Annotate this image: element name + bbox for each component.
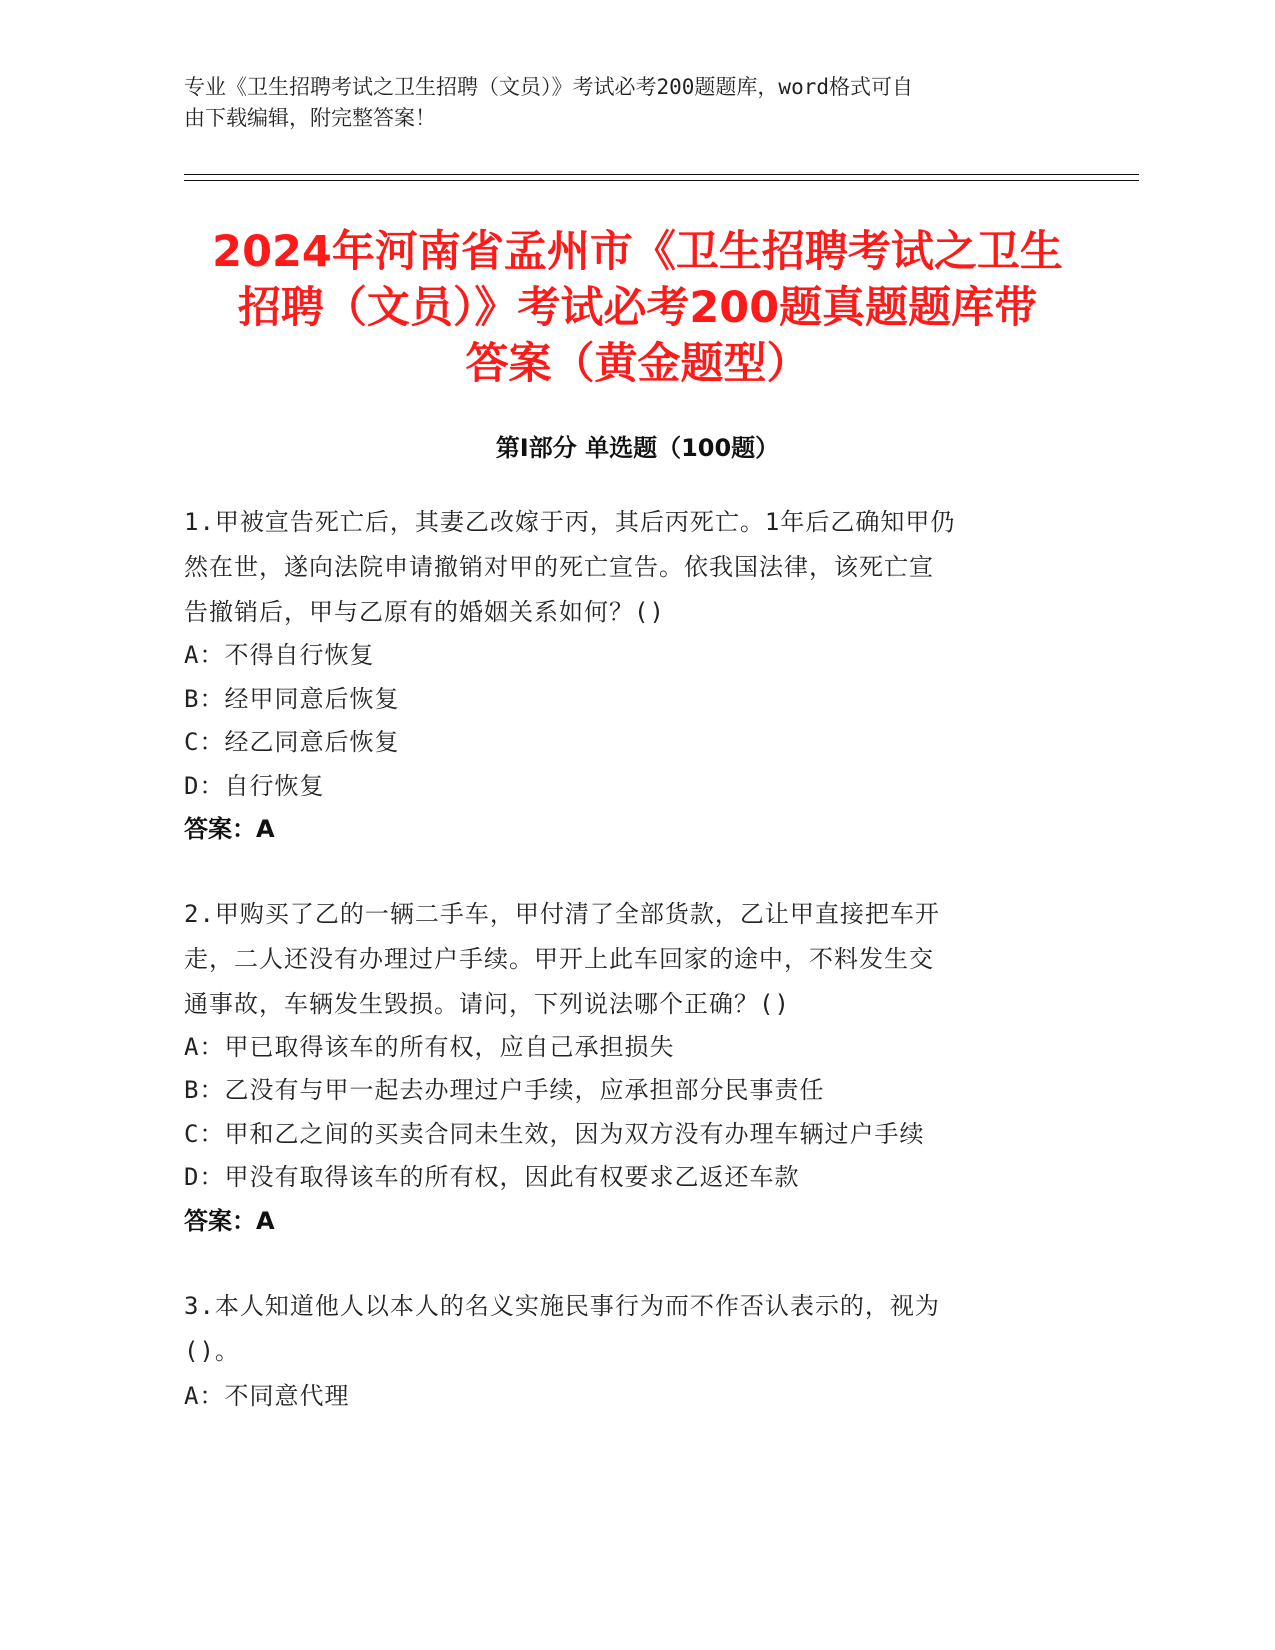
option-a: A：甲已取得该车的所有权，应自己承担损失 <box>184 1033 675 1061</box>
question-line: 走，二人还没有办理过户手续。甲开上此车回家的途中，不料发生交 <box>184 945 934 973</box>
document-title <box>160 224 1115 392</box>
option-b: B：乙没有与甲一起去办理过户手续，应承担部分民事责任 <box>184 1076 825 1104</box>
title-line: 答案（黄金题型） <box>465 339 810 389</box>
question-line: 1.甲被宣告死亡后，其妻乙改嫁于丙，其后丙死亡。1年后乙确知甲仍 <box>184 508 956 536</box>
option-c: C：经乙同意后恢复 <box>184 728 400 756</box>
header-note-line: 由下载编辑，附完整答案！ <box>184 106 436 130</box>
option-d: D：自行恢复 <box>184 772 325 800</box>
question-line: 2.甲购买了乙的一辆二手车，甲付清了全部货款，乙让甲直接把车开 <box>184 900 940 928</box>
question-line: ()。 <box>184 1337 240 1365</box>
header-note-line: 专业《卫生招聘考试之卫生招聘（文员）》考试必考200题题库，word格式可自 <box>184 75 913 99</box>
header-note <box>184 72 1064 134</box>
question-line: 告撤销后，甲与乙原有的婚姻关系如何？() <box>184 598 665 626</box>
option-d: D：甲没有取得该车的所有权，因此有权要求乙返还车款 <box>184 1163 800 1191</box>
header-divider <box>184 180 1139 181</box>
question-text <box>184 1284 1064 1374</box>
question-text <box>184 892 1064 1027</box>
option-b: B：经甲同意后恢复 <box>184 685 400 713</box>
option-a: A：不同意代理 <box>184 1382 350 1410</box>
title-line: 招聘（文员）》考试必考200题真题题库带 <box>237 283 1038 333</box>
question-line: 通事故，车辆发生毁损。请问，下列说法哪个正确？() <box>184 990 790 1018</box>
option-a: A：不得自行恢复 <box>184 641 375 669</box>
answer: 答案：A <box>184 815 275 843</box>
option-c: C：甲和乙之间的买卖合同未生效，因为双方没有办理车辆过户手续 <box>184 1120 925 1148</box>
question-line: 然在世，遂向法院申请撤销对甲的死亡宣告。依我国法律，该死亡宣 <box>184 553 934 581</box>
header-divider <box>184 174 1139 175</box>
answer: 答案：A <box>184 1207 275 1235</box>
question-text <box>184 500 1064 635</box>
section-heading: 第Ⅰ部分 单选题（100题） <box>495 434 780 462</box>
question-line: 3.本人知道他人以本人的名义实施民事行为而不作否认表示的，视为 <box>184 1292 940 1320</box>
title-line: 2024年河南省孟州市《卫生招聘考试之卫生 <box>212 227 1063 277</box>
